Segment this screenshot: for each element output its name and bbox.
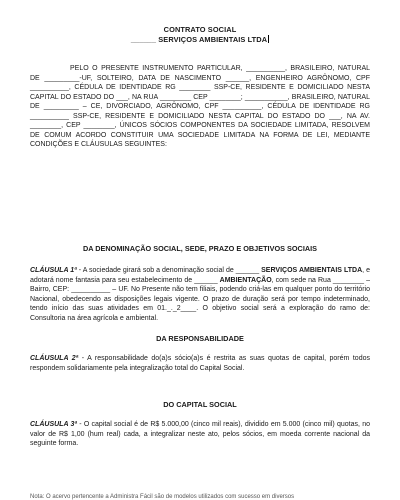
clause-1-company-name: SERVIÇOS AMBIENTAIS LTDA — [261, 267, 363, 274]
clause-1-text-c: , com sede na Rua ________ – Bairro, CEP: __________ – UF. No Presente não tem filiais, podendo criá-las em qualquer ponto do território Nacional, obedecendo as disposições legais vigente. O prazo de duração será por tempo indeterminado, tendo início das suas atividades em 01._._2____. O objetivo social será a exploração do ramo de: Consultoria na área agrícola e ambiental. — [30, 276, 370, 322]
clause-1-trade-name: AMBIENTAÇÃO — [219, 276, 272, 284]
document-title: CONTRATO SOCIAL — [163, 25, 237, 34]
clause-1-text-b: , e adotará nome fantasia para seu estabelecimento de ______ — [30, 267, 370, 284]
section-heading-responsabilidade: DA RESPONSABILIDADE — [156, 334, 244, 343]
clause-1-label: CLÁUSULA 1ª — [30, 267, 77, 274]
section-heading-capital: DO CAPITAL SOCIAL — [163, 400, 237, 409]
footer-note: Nota: O acervo pertencente a Administra Fácil são de modelos utilizados com sucesso em diversos — [30, 494, 295, 500]
text-cursor — [268, 35, 269, 43]
document-subtitle-text: ______ SERVIÇOS AMBIENTAIS LTDA — [130, 35, 268, 44]
clause-2-label: CLÁUSULA 2ª — [30, 355, 79, 362]
preamble-paragraph: PELO O PRESENTE INSTRUMENTO PARTICULAR, __________, BRASILEIRO, NATURAL DE _________-UF, SOLTEIRO, DATA DE NASCIMENTO ______, ENGENHEIRO AGRÔNOMO, CPF __________, CÉDULA DE IDENTIDADE RG ________ SSP-CE, RESIDENTE E DOMICILIADO NESTA CAPITAL DO ESTADO DO ___, NA RUA ________ CEP ________; ___________, BRASILEIRO, NATURAL DE _________ – CE, DIVORCIADO, AGRÔNOMO, CPF __________, CÉDULA DE IDENTIDADE RG __________ SSP-CE, RESIDENTE E DOMICILIADO NESTA CAPITAL DO ESTADO DO ___, NA AV. ________, CEP ________, ÚNICOS SÓCIOS COMPONENTES DA SOCIEDADE LIMITADA, RESOLVEM DE COMUM ACORDO CONSTITUIR UMA SOCIEDADE LIMITADA NA FORMA DE LEI, MEDIANTE CONDIÇÕES E CLÁUSULAS SEGUINTES: — [30, 65, 370, 148]
document-subtitle[interactable] — [0, 35, 400, 44]
clause-3-paragraph — [30, 420, 370, 449]
clause-1-paragraph — [30, 266, 370, 323]
clause-1-text-a: - A sociedade girará sob a denominação social de ______ — [76, 267, 262, 274]
clause-3-label: CLÁUSULA 3ª — [30, 421, 77, 428]
clause-3-text: - O capital social é de R$ 5.000,00 (cinco mil reais), dividido em 5.000 (cinco mil) quotas, no valor de R$ 1,00 (hum real) cada, a integralizar neste ato, pelos sócios, em moeda corrente nacional da seguinte forma. — [30, 421, 370, 447]
clause-2-paragraph — [30, 354, 370, 373]
section-heading-denominacao: DA DENOMINAÇÃO SOCIAL, SEDE, PRAZO E OBJETIVOS SOCIAIS — [82, 244, 318, 253]
clause-2-text: - A responsabilidade do(a)s sócio(a)s é restrita as suas quotas de capital, porém todos respondem solidariamente pela integralização total do Capital Social. — [30, 355, 370, 372]
